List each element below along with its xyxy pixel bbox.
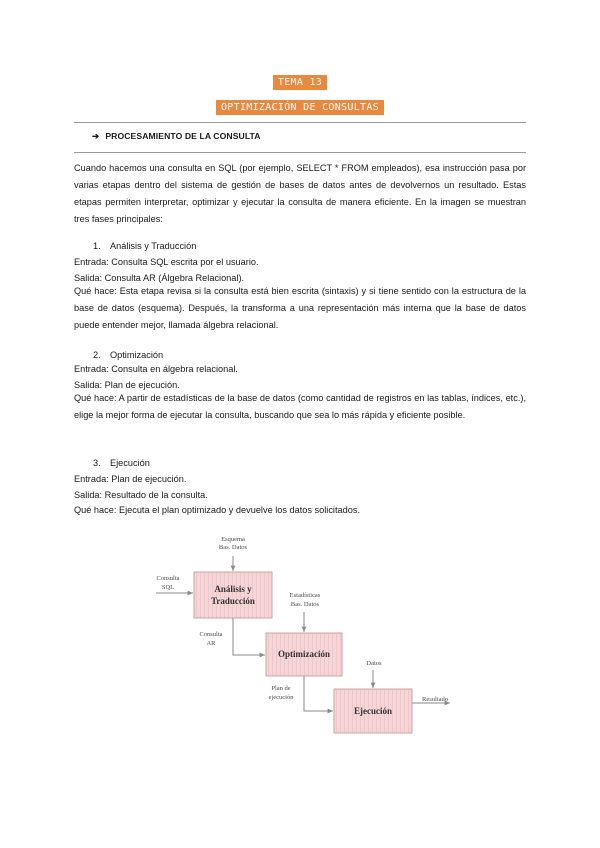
label-esquema-2: Bas. Datos xyxy=(218,544,248,551)
arrow-consulta-ar xyxy=(233,618,265,655)
phase-2-entrada: Entrada: Consulta en álgebra relacional. xyxy=(74,364,238,374)
box-analisis-label-1: Análisis y xyxy=(214,584,252,594)
label-consulta-ar-2: AR xyxy=(206,640,216,647)
section-heading-text: PROCESAMIENTO DE LA CONSULTA xyxy=(105,131,261,141)
phase-1-que-hace: Qué hace: Esta etapa revisa si la consulta está bien escrita (sintaxis) y si tiene sentido con la estructura de la base de datos (esquema). Después, la transforma a una representación más interna que la base de datos puede entender mejor, llamada álgebra relacional. xyxy=(74,286,526,330)
label-consulta-sql-1: Consulta xyxy=(156,575,180,582)
label-plan-2: ejecución xyxy=(268,694,294,701)
label-resultado: Resultado xyxy=(422,696,448,703)
right-arrow-icon: ➔ xyxy=(92,131,100,141)
box-analisis-label-2: Traducción xyxy=(211,596,255,606)
label-estadisticas-1: Estadísticas xyxy=(289,592,321,599)
box-ejecucion-label: Ejecución xyxy=(354,706,392,716)
box-analisis xyxy=(194,572,272,618)
phase-1-number: 1. xyxy=(93,241,101,251)
label-consulta-sql-2: SQL xyxy=(161,584,175,591)
arrow-plan xyxy=(304,676,333,711)
tema-tag: TEMA 13 xyxy=(273,75,327,90)
label-plan-1: Plan de xyxy=(271,685,291,692)
label-datos: Datos xyxy=(366,660,382,667)
phase-3-entrada: Entrada: Plan de ejecución. xyxy=(74,474,187,484)
phase-3-salida: Salida: Resultado de la consulta. xyxy=(74,490,208,500)
phase-3-que-hace: Qué hace: Ejecuta el plan optimizado y devuelve los datos solicitados. xyxy=(74,505,361,515)
phase-2-number: 2. xyxy=(93,350,101,360)
phase-1-entrada: Entrada: Consulta SQL escrita por el usuario. xyxy=(74,257,259,267)
phase-2-salida: Salida: Plan de ejecución. xyxy=(74,380,180,390)
phase-1-title: Análisis y Traducción xyxy=(110,241,197,251)
phase-2-title: Optimización xyxy=(110,350,164,360)
label-estadisticas-2: Bas. Datos xyxy=(290,601,320,608)
phase-3-title: Ejecución xyxy=(110,458,150,468)
intro-text: Cuando hacemos una consulta en SQL (por ejemplo, SELECT * FROM empleados), esa instrucción pasa por varias etapas dentro del sistema de gestión de bases de datos antes de devolvernos un resultado. Estas etapas permiten interpretar, optimizar y ejecutar la consulta de manera eficiente. En la imagen se muestran tres fases principales: xyxy=(74,163,526,224)
subtitle-tag: OPTIMIZACIÓN DE CONSULTAS xyxy=(216,100,384,115)
box-optimizacion-label: Optimización xyxy=(278,649,330,659)
phase-3-number: 3. xyxy=(93,458,101,468)
phase-1-salida: Salida: Consulta AR (Álgebra Relacional). xyxy=(74,273,245,283)
label-consulta-ar-1: Consulta xyxy=(199,631,223,638)
phase-2-que-hace: Qué hace: A partir de estadísticas de la base de datos (como cantidad de registros en las tablas, índices, etc.), elige la mejor forma de ejecutar la consulta, buscando que sea lo más rápida y eficiente posible. xyxy=(74,393,526,420)
label-esquema-1: Esquema xyxy=(221,536,245,543)
